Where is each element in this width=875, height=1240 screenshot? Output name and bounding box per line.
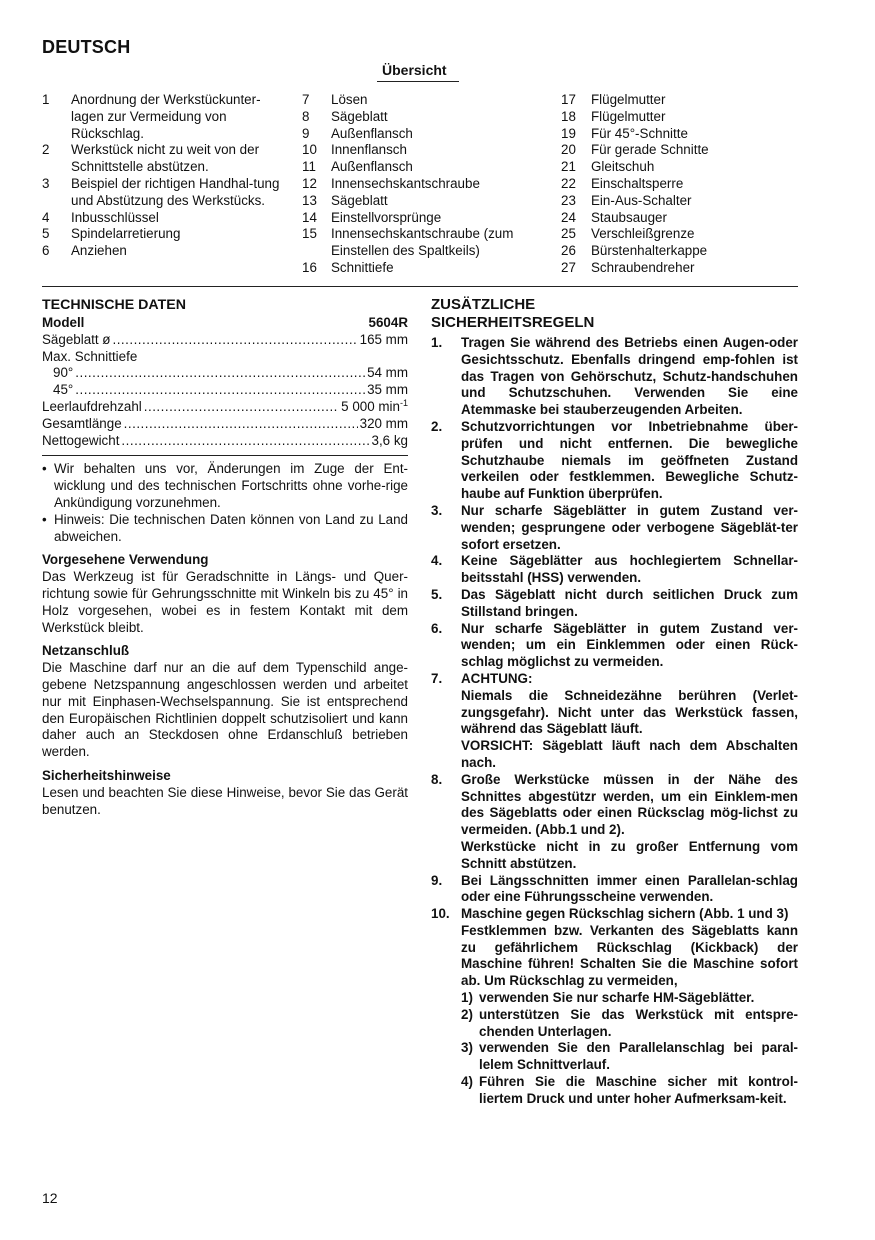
overview-item-label: Werkstück nicht zu weit von der Schnittstelle abstützen. xyxy=(71,142,260,175)
safety-rule xyxy=(431,553,798,587)
overview-item-label: Innenflansch xyxy=(331,142,407,158)
rule-text: Maschine gegen Rückschlag sichern (Abb. 1 und 3) xyxy=(461,906,789,922)
overview-item xyxy=(42,226,282,243)
overview-item xyxy=(561,109,801,126)
safety-rule xyxy=(431,503,798,553)
spec-label: Sägeblatt ø xyxy=(42,331,111,347)
overview-item xyxy=(42,210,282,227)
overview-item xyxy=(561,92,801,109)
overview-item xyxy=(302,92,542,109)
overview-item-number: 26 xyxy=(561,243,576,259)
overview-item-number: 13 xyxy=(302,192,317,208)
spec-label: Max. Schnittiefe xyxy=(42,348,138,364)
overview-item-number: 2 xyxy=(42,142,50,158)
kickback-subitem xyxy=(461,1040,798,1074)
overview-item xyxy=(561,126,801,143)
overview-item-number: 10 xyxy=(302,142,317,158)
overview-item-label: Einschaltsperre xyxy=(591,175,684,191)
overview-item-label: Innensechskantschraube xyxy=(331,175,480,191)
page-number: 12 xyxy=(42,1190,58,1206)
overview-item-number: 20 xyxy=(561,142,576,158)
subitem-number: 3) xyxy=(461,1040,473,1056)
overview-column-3 xyxy=(561,92,801,277)
rule-number: 1. xyxy=(431,335,443,350)
rule-number: 5. xyxy=(431,586,443,602)
overview-item-number: 22 xyxy=(561,175,576,191)
overview-item xyxy=(302,260,542,277)
rule-text: Tragen Sie während des Betriebs einen Augen-oder Gesichtsschutz. Ebenfalls dringend emp-fohlen ist das Tragen von Gehörschutz, Schutz-handschuhen und Schutzschuhen. Verwenden Sie eine Atemmaske bei stauberzeugenden Arbeiten. xyxy=(461,335,798,418)
overview-item xyxy=(42,142,282,176)
overview-item xyxy=(302,109,542,126)
rule-text: Festklemmen bzw. Verkanten des Sägeblatts kann zu gefährlichem Rückschlag (Kickback) der Maschine führen! Schalten Sie die Maschine sofort ab. Um Rückschlag zu vermeiden, xyxy=(461,922,798,989)
overview-item-label: Staubsauger xyxy=(591,209,667,225)
safety-rule xyxy=(431,873,798,907)
overview-item-number: 15 xyxy=(302,226,317,242)
rule-text: Bei Längsschnitten immer einen Parallelan-schlag oder eine Führungsscheine verwenden. xyxy=(461,872,798,905)
overview-item-label: Ein-Aus-Schalter xyxy=(591,192,692,208)
subitem-number: 2) xyxy=(461,1006,473,1022)
overview-item-label: Gleitschuh xyxy=(591,159,655,175)
power-supply-text: Die Maschine darf nur an die auf dem Typenschild ange-gebene Netzspannung angeschlossen werden und arbeitet nur mit Einphasen-Wechselspannung. Sie ist entsprechend den Europäischen Richtlinien doppelt schutzisoliert und kann daher auch an Steckdosen ohne Erdanschluß betrieben werden. xyxy=(42,660,408,760)
subitem-text: unterstützen Sie das Werkstück mit entspre-chenden Unterlagen. xyxy=(479,1006,798,1039)
overview-item xyxy=(561,243,801,260)
specs-note xyxy=(42,512,408,546)
overview-item-label: Flügelmutter xyxy=(591,108,666,124)
overview-item-number: 6 xyxy=(42,243,50,259)
subitem-number: 1) xyxy=(461,990,473,1006)
rule-text: Werkstücke nicht in zu großer Entfernung vom Schnitt abstützen. xyxy=(461,838,798,871)
overview-item-label: Innensechskantschraube (zum Einstellen des Spaltkeils) xyxy=(331,226,514,259)
rule-number: 9. xyxy=(431,872,443,888)
overview-item-number: 3 xyxy=(42,175,50,191)
overview-item xyxy=(561,193,801,210)
specs-title: TECHNISCHE DATEN xyxy=(42,297,186,313)
note-text: Hinweis: Die technischen Daten können von Land zu Land abweichen. xyxy=(54,511,408,544)
overview-item-label: Spindelarretierung xyxy=(71,226,181,242)
rule-text: Niemals die Schneidezähne berühren (Verlet-zungsgefahr). Nicht unter das Werkstück fassen, während das Sägeblatt läuft. xyxy=(461,687,798,737)
spec-row-no-load-speed xyxy=(42,399,408,416)
rule-number: 3. xyxy=(431,502,443,518)
safety-rule xyxy=(431,335,798,419)
spec-row-length xyxy=(42,416,408,433)
rule-text: Nur scharfe Sägeblätter in gutem Zustand ver-wenden; um ein Einklemmen oder einen Rück-schlag möglichst zu vermeiden. xyxy=(461,620,798,670)
spec-row-cut-90 xyxy=(42,365,408,382)
spec-value: 320 mm xyxy=(359,415,408,431)
spec-label: Gesamtlänge xyxy=(42,415,122,431)
overview-item-number: 7 xyxy=(302,92,310,107)
rule-number: 7. xyxy=(431,670,443,686)
leader-dots xyxy=(121,433,369,450)
overview-item-label: Für 45°-Schnitte xyxy=(591,125,688,141)
overview-item-number: 18 xyxy=(561,108,576,124)
spec-label: Modell xyxy=(42,315,85,330)
rule-number: 4. xyxy=(431,553,443,569)
rule-text: ACHTUNG: xyxy=(461,670,533,686)
subitem-text: Führen Sie die Maschine sicher mit kontrol-liertem Druck und unter hoher Aufmerksam-keit. xyxy=(479,1074,798,1106)
overview-item xyxy=(561,159,801,176)
spec-row-blade xyxy=(42,332,408,349)
overview-title-underline xyxy=(377,81,459,82)
left-column xyxy=(42,296,408,818)
overview-item xyxy=(561,176,801,193)
overview-item-label: Verschleißgrenze xyxy=(591,226,695,242)
kickback-subitem xyxy=(461,1007,798,1041)
additional-safety-title-line: SICHERHEITSREGELN xyxy=(431,314,595,331)
overview-item-label: Beispiel der richtigen Handhal-tung und Abstützung des Werkstücks. xyxy=(71,175,280,208)
subitem-text: verwenden Sie den Parallelanschlag bei paral-lelem Schnittverlauf. xyxy=(479,1040,798,1073)
overview-item-label: Anziehen xyxy=(71,243,127,259)
spec-row-model xyxy=(42,315,408,332)
overview-item xyxy=(561,226,801,243)
safety-rule xyxy=(431,906,798,1108)
overview-item-label: Außenflansch xyxy=(331,159,413,175)
kickback-subitem xyxy=(461,990,798,1007)
specs-divider xyxy=(42,455,408,456)
overview-item-number: 9 xyxy=(302,125,310,141)
section-divider xyxy=(42,286,798,287)
spec-value: 3,6 kg xyxy=(371,432,408,448)
specs-note xyxy=(42,461,408,511)
rule-number: 6. xyxy=(431,620,443,636)
overview-item xyxy=(561,210,801,227)
rule-text: Schutzvorrichtungen vor Inbetriebnahme über-prüfen und nicht entfernen. Die bewegliche Schutzhaube niemals im geöffneten Zustand verkeilen oder festklemmen. Bewegliche Schutz-haube auf Funktion überprüfen. xyxy=(461,418,798,502)
kickback-subitem xyxy=(461,1074,798,1108)
overview-item-number: 12 xyxy=(302,175,317,191)
overview-item-number: 23 xyxy=(561,192,576,208)
leader-dots xyxy=(112,332,357,349)
overview-item xyxy=(302,210,542,227)
intended-use-heading: Vorgesehene Verwendung xyxy=(42,552,209,568)
leader-dots xyxy=(124,416,358,433)
overview-item xyxy=(302,176,542,193)
rule-number: 10. xyxy=(431,906,450,922)
overview-item-number: 5 xyxy=(42,226,50,242)
overview-item-label: Inbusschlüssel xyxy=(71,209,159,225)
spec-value: 54 mm xyxy=(367,365,408,381)
spec-row-max-cut xyxy=(42,349,408,366)
overview-item xyxy=(302,142,542,159)
overview-item-number: 1 xyxy=(42,92,50,107)
spec-label: 90° xyxy=(53,365,74,381)
spec-value: 35 mm xyxy=(367,382,408,398)
spec-value: 165 mm xyxy=(359,331,408,347)
safety-rule xyxy=(431,419,798,503)
safety-notes-text: Lesen und beachten Sie diese Hinweise, bevor Sie das Gerät benutzen. xyxy=(42,784,408,817)
overview-column-1 xyxy=(42,92,282,260)
overview-item-label: Lösen xyxy=(331,92,368,107)
leader-dots xyxy=(75,382,365,399)
power-supply-heading: Netzanschluß xyxy=(42,643,130,659)
safety-notes-heading: Sicherheitshinweise xyxy=(42,767,171,783)
intended-use-text: Das Werkzeug ist für Geradschnitte in Längs- und Quer-richtung sowie für Gehrungsschnitte mit Winkeln bis zu 45° in Holz vorgesehen, wobei es in festem Kontakt mit dem Werkstück bleibt. xyxy=(42,569,408,635)
subitem-number: 4) xyxy=(461,1074,473,1090)
overview-item-number: 16 xyxy=(302,259,317,275)
rule-text: Keine Sägeblätter aus hochlegiertem Schnellar-beitsstahl (HSS) verwenden. xyxy=(461,553,798,586)
spec-value-main: 5 000 min xyxy=(341,398,400,414)
spec-row-weight xyxy=(42,433,408,450)
overview-item-number: 27 xyxy=(561,259,576,275)
overview-title: Übersicht xyxy=(382,62,447,78)
note-text: Wir behalten uns vor, Änderungen im Zuge der Ent-wicklung und des technischen Fortschritts ohne vorhe-rige Ankündigung vorzunehmen. xyxy=(54,461,408,510)
overview-item-number: 8 xyxy=(302,108,310,124)
spec-label: 45° xyxy=(53,382,74,398)
overview-item-label: Sägeblatt xyxy=(331,108,388,124)
spec-row-cut-45 xyxy=(42,382,408,399)
overview-item xyxy=(302,193,542,210)
rule-number: 8. xyxy=(431,771,443,787)
overview-item xyxy=(42,176,282,210)
rule-number: 2. xyxy=(431,418,443,434)
additional-safety-title xyxy=(431,296,798,332)
spec-value-exponent: -1 xyxy=(399,398,408,408)
subitem-text: verwenden Sie nur scharfe HM-Sägeblätter. xyxy=(479,990,755,1006)
overview-item-number: 21 xyxy=(561,159,576,175)
overview-item-label: Für gerade Schnitte xyxy=(591,142,709,158)
overview-item-label: Sägeblatt xyxy=(331,192,388,208)
spec-value xyxy=(341,399,408,416)
leader-dots xyxy=(75,365,365,382)
spec-label: Leerlaufdrehzahl xyxy=(42,398,142,414)
overview-item-label: Einstellvorsprünge xyxy=(331,209,442,225)
overview-item-number: 19 xyxy=(561,125,576,141)
overview-item-number: 14 xyxy=(302,209,317,225)
overview-item-label: Schraubendreher xyxy=(591,259,695,275)
overview-item-label: Außenflansch xyxy=(331,125,413,141)
overview-item-label: Bürstenhalterkappe xyxy=(591,243,708,259)
overview-item xyxy=(42,243,282,260)
rule-text: Das Sägeblatt nicht durch seitlichen Druck zum Stillstand bringen. xyxy=(461,586,798,619)
bullet-mark: • xyxy=(42,461,47,477)
overview-item-number: 25 xyxy=(561,226,576,242)
overview-item xyxy=(302,226,542,260)
spec-value: 5604R xyxy=(368,315,408,330)
overview-item xyxy=(561,260,801,277)
safety-rule xyxy=(431,671,798,772)
right-column xyxy=(431,296,798,1108)
spec-label: Nettogewicht xyxy=(42,432,120,448)
language-heading: DEUTSCH xyxy=(42,37,131,57)
rule-text: Nur scharfe Sägeblätter in gutem Zustand ver-wenden; gesprungene oder verbogene Sägeblät-ter sofort ersetzen. xyxy=(461,502,798,552)
overview-item-label: Anordnung der Werkstückunter-lagen zur Vermeidung von Rückschlag. xyxy=(71,92,261,141)
overview-item xyxy=(302,159,542,176)
overview-item xyxy=(42,92,282,142)
overview-item-number: 17 xyxy=(561,92,576,107)
rule-text: Große Werkstücke müssen in der Nähe des Schnittes abgestützr werden, um ein Einklem-men des Sägeblatts oder einen Rücksclag mög-lichst zu vermeiden. (Abb.1 und 2). xyxy=(461,771,798,838)
bullet-mark: • xyxy=(42,511,47,527)
overview-item-label: Flügelmutter xyxy=(591,92,666,107)
overview-item xyxy=(302,126,542,143)
overview-item-label: Schnittiefe xyxy=(331,259,394,275)
additional-safety-title-line: ZUSÄTZLICHE xyxy=(431,296,536,313)
rule-text: VORSICHT: Sägeblatt läuft nach dem Abschalten nach. xyxy=(461,738,798,770)
leader-dots xyxy=(144,399,339,416)
safety-rule xyxy=(431,587,798,621)
safety-rule xyxy=(431,621,798,671)
overview-item xyxy=(561,142,801,159)
overview-item-number: 11 xyxy=(302,159,316,175)
overview-item-number: 4 xyxy=(42,209,50,225)
safety-rule xyxy=(431,772,798,873)
overview-item-number: 24 xyxy=(561,209,576,225)
overview-column-2 xyxy=(302,92,542,277)
